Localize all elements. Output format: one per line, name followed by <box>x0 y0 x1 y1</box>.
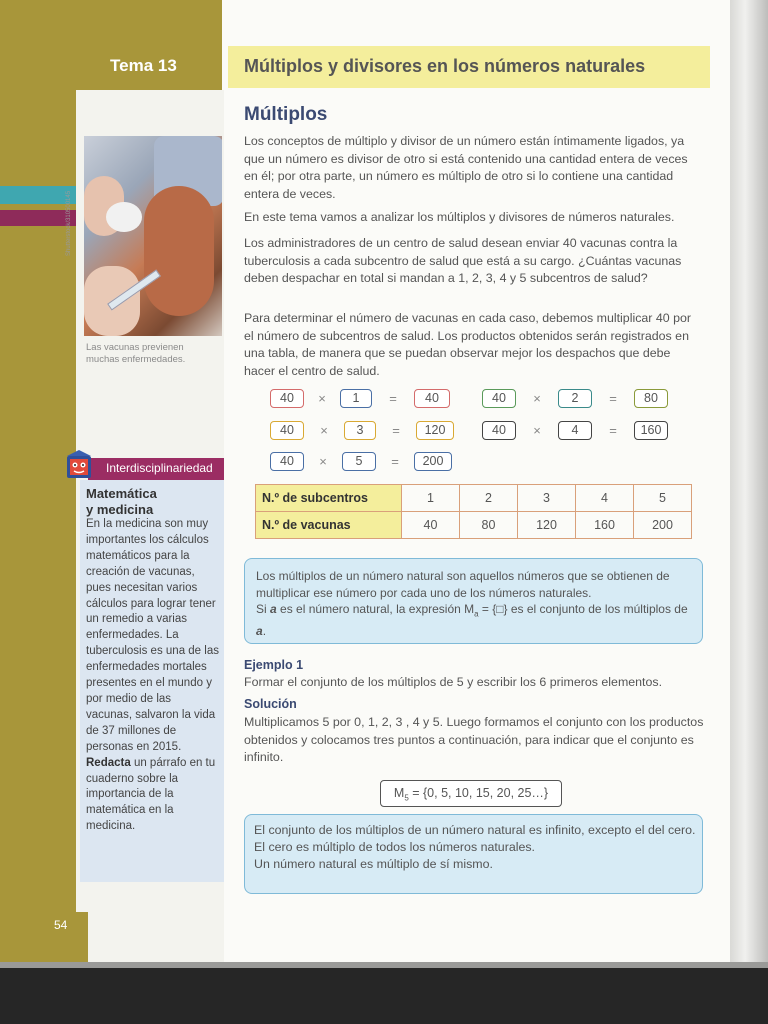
table-cell: 200 <box>634 512 692 539</box>
eq1-factor-a: 40 <box>270 389 304 408</box>
sidebar-text <box>86 517 220 835</box>
eq3-equals: = <box>392 423 400 438</box>
eq4-equals: = <box>609 423 617 438</box>
table-cell: 2 <box>460 485 518 512</box>
vaccine-photo <box>84 136 222 336</box>
def1-post: = {□} es el conjunto de los múltiplos de <box>478 602 688 617</box>
eq2-factor-b: 2 <box>558 389 592 408</box>
table-row-header: N.º de vacunas <box>256 512 402 539</box>
sidebar-title <box>86 486 216 518</box>
tema-label: Tema 13 <box>110 56 177 75</box>
eq5-factor-a: 40 <box>270 452 304 471</box>
sidebar-body: En la medicina son muy importantes los cálculos matemáticos para la creación de vacunas, pues necesitan varios cálculos para lograr tener un remedio a varias enfermedades. La tuberculosis es una de las enfermedades mortales presentes en el mundo y por medio de las vacunas, salvaron la vida de 37 millones de personas en 2015. <box>86 518 219 753</box>
def1-dot: . <box>262 624 267 639</box>
def1-pre: Si <box>256 602 271 617</box>
page-title: Múltiplos y divisores en los números naturales <box>244 56 646 76</box>
definition-2-line1: El conjunto de los múltiplos de un número natural es infinito, excepto el del cero. <box>254 823 696 837</box>
table-cell: 5 <box>634 485 692 512</box>
eq1-result: 40 <box>414 389 450 408</box>
page-number: 54 <box>54 918 68 932</box>
eq3-times: × <box>320 423 328 438</box>
table-cell: 160 <box>576 512 634 539</box>
section-heading: Múltiplos <box>244 104 328 125</box>
table-cell: 80 <box>460 512 518 539</box>
interdisciplinariedad-label: Interdisciplinariedad <box>106 461 213 475</box>
sidebar-redacta-text: un párrafo en tu cuaderno sobre la importancia de la matemática en la medicina. <box>86 756 216 833</box>
eq2-times: × <box>533 391 541 406</box>
sidebar-title-line2: y medicina <box>86 502 154 517</box>
photo-arm <box>144 186 214 316</box>
paragraph-3: Los administradores de un centro de salud desean enviar 40 vacunas contra la tuberculosis a cada subcentro de salud que está a su cargo. ¿Cuántas vacunas deben despachar en total si mandan a 1, 2, 3, 4 y 5 subcentros de salud? <box>244 236 682 286</box>
equation-2 <box>482 389 668 408</box>
def1-mid: es el número natural, la expresión M <box>276 602 475 617</box>
eq3-result: 120 <box>416 421 454 440</box>
eq5-result: 200 <box>414 452 452 471</box>
paragraph-2: En este tema vamos a analizar los múltiplos y divisores de números naturales. <box>244 210 675 224</box>
vaccines-table <box>255 484 692 539</box>
multiples-set-box <box>380 780 562 807</box>
definition-1-line1: Los múltiplos de un número natural son aquellos números que se obtienen de multiplicar ese número por cada uno de los números naturales. <box>256 569 670 600</box>
definition-2-line3: Un número natural es múltiplo de sí mismo. <box>254 857 493 871</box>
eq4-times: × <box>533 423 541 438</box>
set-rest: = {0, 5, 10, 15, 20, 25…} <box>408 786 549 800</box>
eq5-factor-b: 5 <box>342 452 376 471</box>
equation-3 <box>270 421 454 440</box>
eq2-result: 80 <box>634 389 668 408</box>
photo-cotton <box>106 202 142 232</box>
equation-5 <box>270 452 452 471</box>
eq4-factor-b: 4 <box>558 421 592 440</box>
solution-title: Solución <box>244 697 297 711</box>
eq1-times: × <box>318 391 326 406</box>
eq3-factor-a: 40 <box>270 421 304 440</box>
set-m: M <box>393 786 405 800</box>
eq2-factor-a: 40 <box>482 389 516 408</box>
eq5-times: × <box>319 454 327 469</box>
def1-sub: a <box>474 609 479 619</box>
page-number-block <box>0 912 88 962</box>
table-cell: 120 <box>518 512 576 539</box>
page-right-edge <box>730 0 768 968</box>
background-shadow <box>0 968 768 1024</box>
eq2-equals: = <box>609 391 617 406</box>
paragraph-1: Los conceptos de múltiplo y divisor de un número están íntimamente ligados, ya que un número es divisor de otro si está contenido una cantidad entera de veces en él; por otra parte, un número es múltiplo de otro si lo contiene una cantidad entera de veces. <box>244 134 688 201</box>
eq4-factor-a: 40 <box>482 421 516 440</box>
definition-1-line2 <box>256 601 698 640</box>
definition-2-text <box>254 822 698 873</box>
magenta-accent-bar <box>0 210 76 226</box>
table-cell: 3 <box>518 485 576 512</box>
table-cell: 40 <box>402 512 460 539</box>
set-sub: 5 <box>404 793 409 803</box>
paragraph-4: Para determinar el número de vacunas en cada caso, debemos multiplicar 40 por el número de subcentros de salud. Los productos obtenidos serán registrados en una tabla, de manera que se puedan observar mejor los despachos que debe hacer el centro de salud. <box>244 311 691 378</box>
solution-text: Multiplicamos 5 por 0, 1, 2, 3 , 4 y 5. Luego formamos el conjunto con los productos obtenidos y colocamos tres puntos a continuación, para indicar que el conjunto es infinito. <box>244 715 704 765</box>
table-row-header: N.º de subcentros <box>256 485 402 512</box>
tema-header-block <box>0 0 222 90</box>
photo-credit: Shutterstock/310500145 <box>66 190 72 256</box>
equation-1 <box>270 389 450 408</box>
table-row <box>256 485 692 512</box>
table-row <box>256 512 692 539</box>
book-mascot-icon <box>64 448 94 482</box>
table-cell: 4 <box>576 485 634 512</box>
def1-var-a-end: a <box>256 624 263 639</box>
eq4-result: 160 <box>634 421 668 440</box>
table-cell: 1 <box>402 485 460 512</box>
sidebar-title-line1: Matemática <box>86 486 157 501</box>
eq1-factor-b: 1 <box>340 389 372 408</box>
teal-accent-bar <box>0 186 76 204</box>
eq1-equals: = <box>389 391 397 406</box>
photo-caption: Las vacunas previenen muchas enfermedades. <box>86 342 186 365</box>
example-title: Ejemplo 1 <box>244 658 304 672</box>
eq5-equals: = <box>391 454 399 469</box>
definition-2-line2: El cero es múltiplo de todos los números naturales. <box>254 840 535 854</box>
sidebar-redacta-bold: Redacta <box>86 756 131 769</box>
definition-1-text <box>256 568 698 640</box>
eq3-factor-b: 3 <box>344 421 376 440</box>
def1-var-a: a <box>270 602 277 617</box>
equation-4 <box>482 421 668 440</box>
example-text: Formar el conjunto de los múltiplos de 5 y escribir los 6 primeros elementos. <box>244 675 663 689</box>
